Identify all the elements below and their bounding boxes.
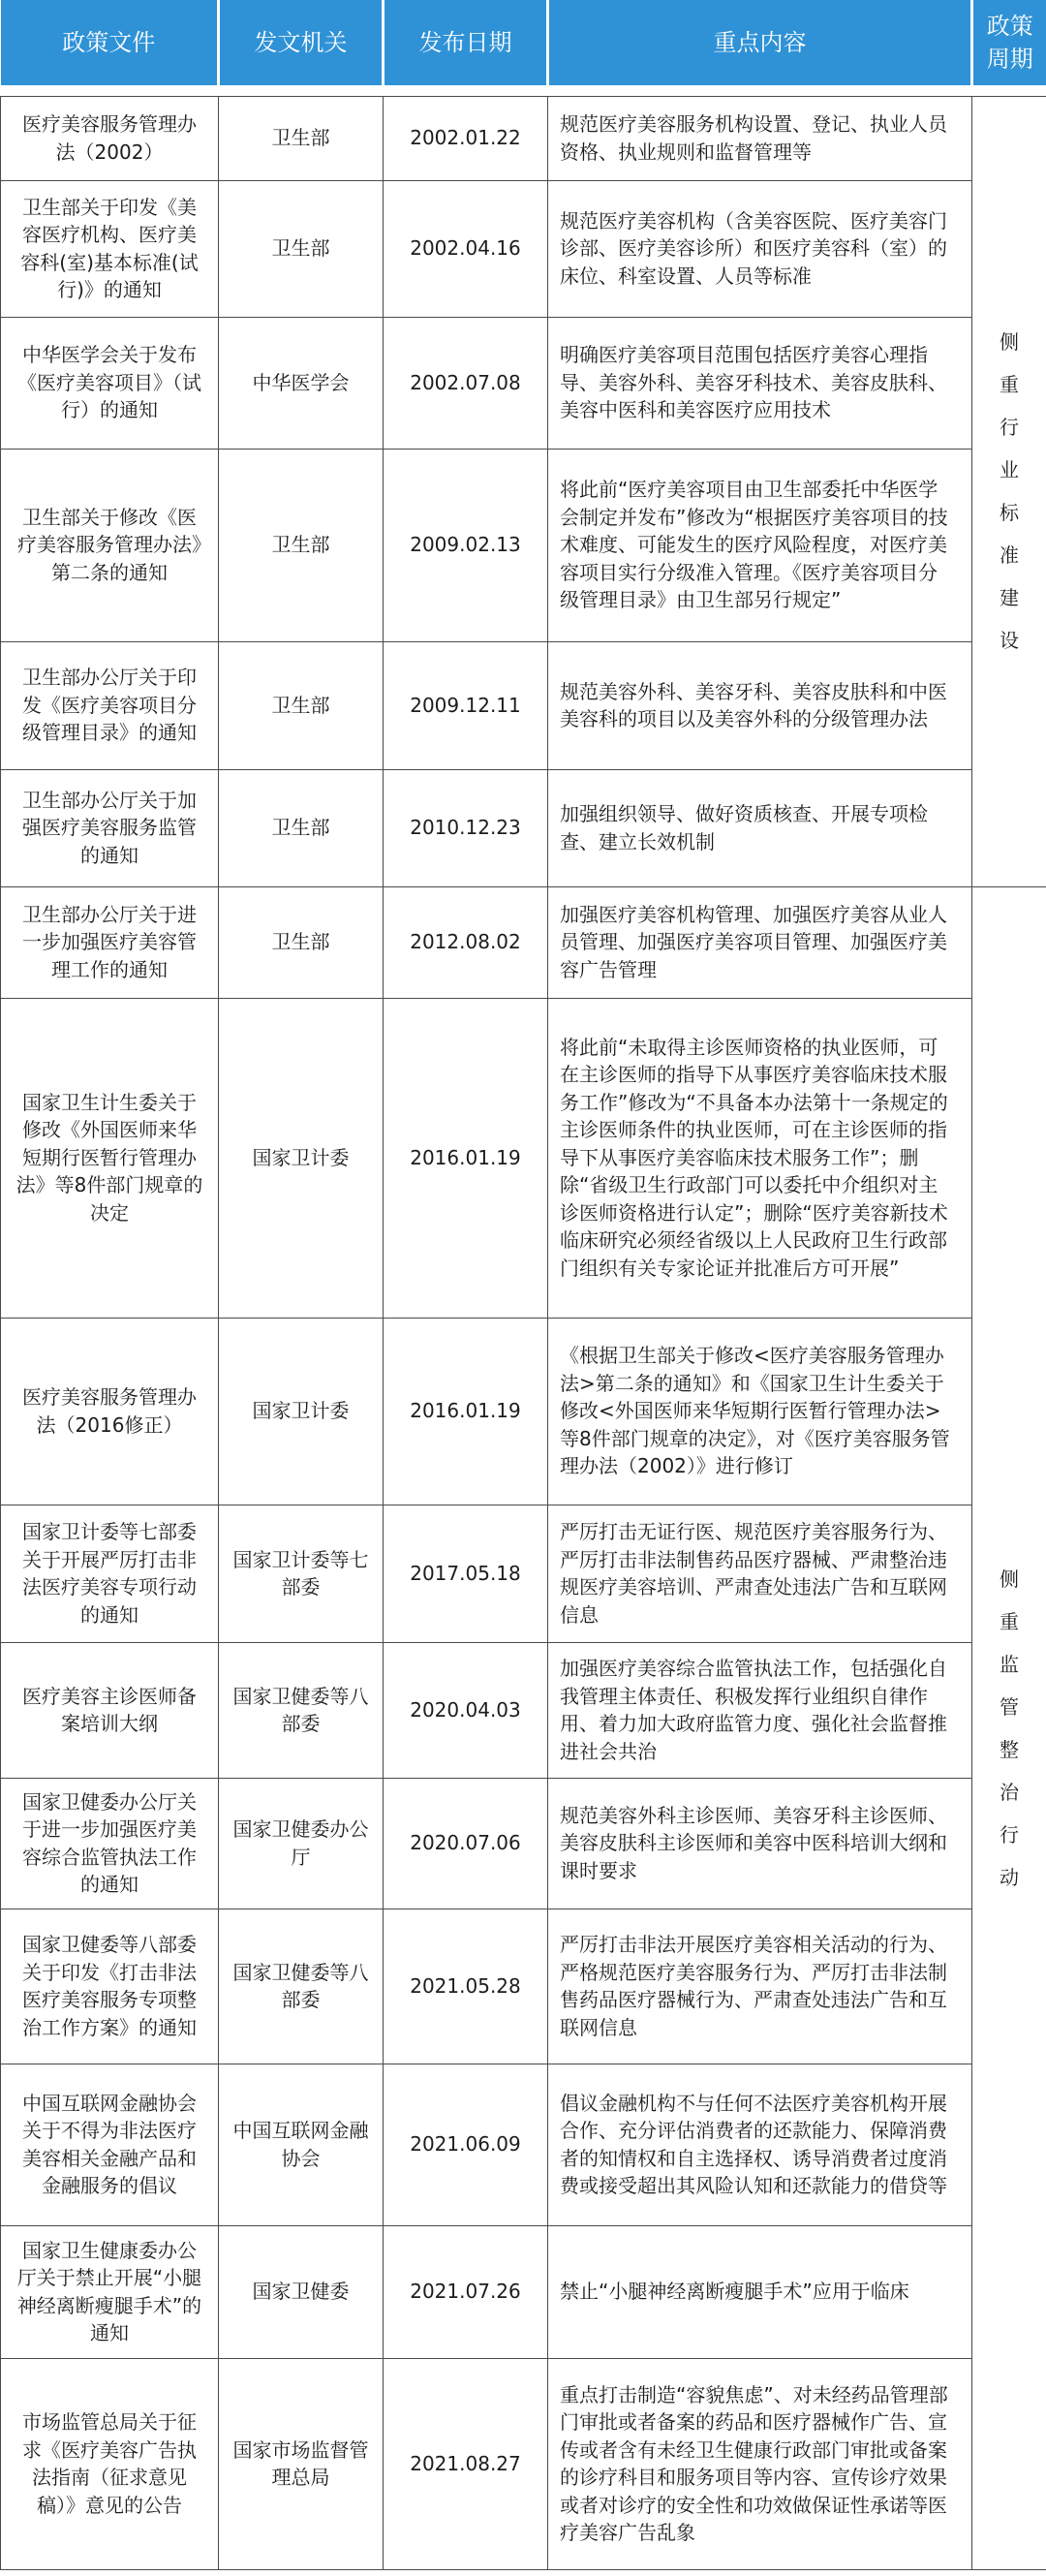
header-date: 发布日期: [384, 0, 548, 85]
table-row: [1, 96, 1046, 180]
row-content: 严厉打击非法开展医疗美容相关活动的行为、严格规范医疗美容服务行为、严厉打击非法制售药品医疗器械行为、严肃查处违法广告和互联网信息: [548, 1909, 972, 2064]
period-char: 监: [1000, 1652, 1019, 1676]
row-issuer: 国家卫健委等八部委: [219, 1909, 384, 2064]
row-issuer: 卫生部: [219, 886, 384, 998]
table-row: [1, 1505, 1046, 1642]
row-document: 医疗美容主诊医师备案培训大纲: [1, 1642, 219, 1778]
row-document: 医疗美容服务管理办法（2016修正）: [1, 1318, 219, 1505]
row-content: 将此前“未取得主诊医师资格的执业医师，可在主诊医师的指导下从事医疗美容临床技术服务工作”修改为“不具备本办法第十一条规定的主诊医师条件的执业医师，可在主诊医师的指导下从事医疗美容临床技术服务工作”；删除“省级卫生行政部门可以委托中介组织对主诊医师资格进行认定”；删除“医疗美容新技术临床研究必须经省级以上人民政府卫生行政部门组织有关专家论证并批准后方可开展”: [548, 998, 972, 1318]
period-char: 侧: [1000, 330, 1019, 354]
period-char: 重: [1000, 1609, 1019, 1633]
row-document: 卫生部办公厅关于印发《医疗美容项目分级管理目录》的通知: [1, 641, 219, 769]
period-char: 行: [1000, 1822, 1019, 1847]
table-row: [1, 180, 1046, 317]
row-issuer: 国家卫计委: [219, 1318, 384, 1505]
row-issuer: 卫生部: [219, 641, 384, 769]
header-issuer: 发文机关: [219, 0, 384, 85]
period-char: 标: [1000, 501, 1019, 524]
period-char: 业: [1000, 458, 1019, 481]
row-issuer: 卫生部: [219, 449, 384, 641]
row-document: 卫生部关于印发《美容医疗机构、医疗美容科(室)基本标准(试行)》的通知: [1, 180, 219, 317]
row-document: 国家卫健委等八部委关于印发《打击非法医疗美容服务专项整治工作方案》的通知: [1, 1909, 219, 2064]
row-date: 2016.01.19: [384, 998, 548, 1318]
table-row: [1, 2064, 1046, 2225]
row-issuer: 国家卫计委等七部委: [219, 1505, 384, 1642]
row-content: 加强医疗美容综合监管执法工作，包括强化自我管理主体责任、积极发挥行业组织自律作用、着力加大政府监管力度、强化社会监督推进社会共治: [548, 1642, 972, 1778]
row-date: 2012.08.02: [384, 886, 548, 998]
table-row: [1, 449, 1046, 641]
row-content: 禁止“小腿神经离断瘦腿手术”应用于临床: [548, 2225, 972, 2358]
row-date: 2020.07.06: [384, 1778, 548, 1909]
period-char: 行: [1000, 416, 1019, 439]
row-issuer: 国家卫计委: [219, 998, 384, 1318]
row-document: 中国互联网金融协会关于不得为非法医疗美容相关金融产品和金融服务的倡议: [1, 2064, 219, 2225]
period-char: 建: [1000, 586, 1019, 609]
header-period: [972, 0, 1046, 85]
header-period-line2: 周期: [986, 46, 1033, 73]
table-row: [1, 2358, 1046, 2569]
row-content: 规范医疗美容机构（含美容医院、医疗美容门诊部、医疗美容诊所）和医疗美容科（室）的床位、科室设置、人员等标准: [548, 180, 972, 317]
row-document: 中华医学会关于发布《医疗美容项目》（试行）的通知: [1, 317, 219, 449]
row-document: 国家卫生计生委关于修改《外国医师来华短期行医暂行管理办法》等8件部门规章的决定: [1, 998, 219, 1318]
row-date: 2002.01.22: [384, 96, 548, 180]
period-char: 动: [1000, 1865, 1019, 1889]
row-document: 国家卫计委等七部委关于开展严厉打击非法医疗美容专项行动的通知: [1, 1505, 219, 1642]
row-content: 规范医疗美容服务机构设置、登记、执业人员资格、执业规则和监督管理等: [548, 96, 972, 180]
row-document: 国家卫健委办公厅关于进一步加强医疗美容综合监管执法工作的通知: [1, 1778, 219, 1909]
row-document: 市场监管总局关于征求《医疗美容广告执法指南（征求意见稿）》意见的公告: [1, 2358, 219, 2569]
row-issuer: 卫生部: [219, 96, 384, 180]
row-date: 2021.06.09: [384, 2064, 548, 2225]
table-row: [1, 998, 1046, 1318]
row-date: 2009.12.11: [384, 641, 548, 769]
table-row: [1, 641, 1046, 769]
row-date: 2009.02.13: [384, 449, 548, 641]
row-date: 2010.12.23: [384, 769, 548, 886]
row-content: 加强组织领导、做好资质核查、开展专项检查、建立长效机制: [548, 769, 972, 886]
row-content: 严厉打击无证行医、规范医疗美容服务行为、严厉打击非法制售药品医疗器械、严肃整治违规医疗美容培训、严肃查处违法广告和互联网信息: [548, 1505, 972, 1642]
row-date: 2021.05.28: [384, 1909, 548, 2064]
row-content: 加强医疗美容机构管理、加强医疗美容从业人员管理、加强医疗美容项目管理、加强医疗美容广告管理: [548, 886, 972, 998]
row-issuer: 卫生部: [219, 769, 384, 886]
header-period-line1: 政策: [986, 13, 1033, 40]
row-issuer: 国家卫健委: [219, 2225, 384, 2358]
row-content: 重点打击制造“容貌焦虑”、对未经药品管理部门审批或者备案的药品和医疗器械作广告、宣传或者含有未经卫生健康行政部门审批或备案的诊疗科目和服务项目等内容、宣传诊疗效果或者对诊疗的安全性和功效做保证性承诺等医疗美容广告乱象: [548, 2358, 972, 2569]
row-date: 2017.05.18: [384, 1505, 548, 1642]
row-date: 2021.08.27: [384, 2358, 548, 2569]
row-document: 卫生部关于修改《医疗美容服务管理办法》第二条的通知: [1, 449, 219, 641]
row-issuer: 中国互联网金融协会: [219, 2064, 384, 2225]
row-issuer: 国家市场监督管理总局: [219, 2358, 384, 2569]
table-header-row: [1, 0, 1046, 85]
row-date: 2002.07.08: [384, 317, 548, 449]
row-document: 医疗美容服务管理办法（2002）: [1, 96, 219, 180]
period-industry-standards: [972, 96, 1046, 886]
row-content: 明确医疗美容项目范围包括医疗美容心理指导、美容外科、美容牙科技术、美容皮肤科、美容中医科和美容医疗应用技术: [548, 317, 972, 449]
header-content: 重点内容: [548, 0, 972, 85]
table-row: [1, 2225, 1046, 2358]
period-regulatory-action: [972, 886, 1046, 2569]
row-content: 倡议金融机构不与任何不法医疗美容机构开展合作、充分评估消费者的还款能力、保障消费者的知情权和自主选择权、诱导消费者过度消费或接受超出其风险认知和还款能力的借贷等: [548, 2064, 972, 2225]
period-char: 设: [1000, 629, 1019, 652]
table-row: [1, 1318, 1046, 1505]
row-document: 卫生部办公厅关于进一步加强医疗美容管理工作的通知: [1, 886, 219, 998]
table-row: [1, 317, 1046, 449]
row-document: 卫生部办公厅关于加强医疗美容服务监管的通知: [1, 769, 219, 886]
period-char: 管: [1000, 1694, 1019, 1719]
table-row: [1, 769, 1046, 886]
row-date: 2016.01.19: [384, 1318, 548, 1505]
period-char: 准: [1000, 543, 1019, 567]
period-char: 侧: [1000, 1567, 1019, 1591]
row-content: 规范美容外科、美容牙科、美容皮肤科和中医美容科的项目以及美容外科的分级管理办法: [548, 641, 972, 769]
row-date: 2002.04.16: [384, 180, 548, 317]
row-content: 将此前“医疗美容项目由卫生部委托中华医学会制定并发布”修改为“根据医疗美容项目的技术难度、可能发生的医疗风险程度，对医疗美容项目实行分级准入管理。《医疗美容项目分级管理目录》由卫生部另行规定”: [548, 449, 972, 641]
row-issuer: 中华医学会: [219, 317, 384, 449]
table-row: [1, 1778, 1046, 1909]
header-document: 政策文件: [1, 0, 219, 85]
row-date: 2020.04.03: [384, 1642, 548, 1778]
table-row: [1, 1642, 1046, 1778]
row-issuer: 国家卫健委办公厅: [219, 1778, 384, 1909]
period-regulatory-action-label: [1000, 1558, 1019, 1899]
period-char: 治: [1000, 1780, 1019, 1804]
row-document: 国家卫生健康委办公厅关于禁止开展“小腿神经离断瘦腿手术”的通知: [1, 2225, 219, 2358]
table-row: [1, 886, 1046, 998]
row-content: 规范美容外科主诊医师、美容牙科主诊医师、美容皮肤科主诊医师和美容中医科培训大纲和课时要求: [548, 1778, 972, 1909]
period-char: 整: [1000, 1737, 1019, 1761]
table-row: [1, 1909, 1046, 2064]
row-issuer: 卫生部: [219, 180, 384, 317]
row-issuer: 国家卫健委等八部委: [219, 1642, 384, 1778]
row-date: 2021.07.26: [384, 2225, 548, 2358]
period-char: 重: [1000, 373, 1019, 396]
row-content: 《根据卫生部关于修改<医疗美容服务管理办法>第二条的通知》和《国家卫生计生委关于修改<外国医师来华短期行医暂行管理办法>等8件部门规章的决定》，对《医疗美容服务管理办法（2002）》进行修订: [548, 1318, 972, 1505]
period-industry-standards-label: [1000, 321, 1019, 662]
